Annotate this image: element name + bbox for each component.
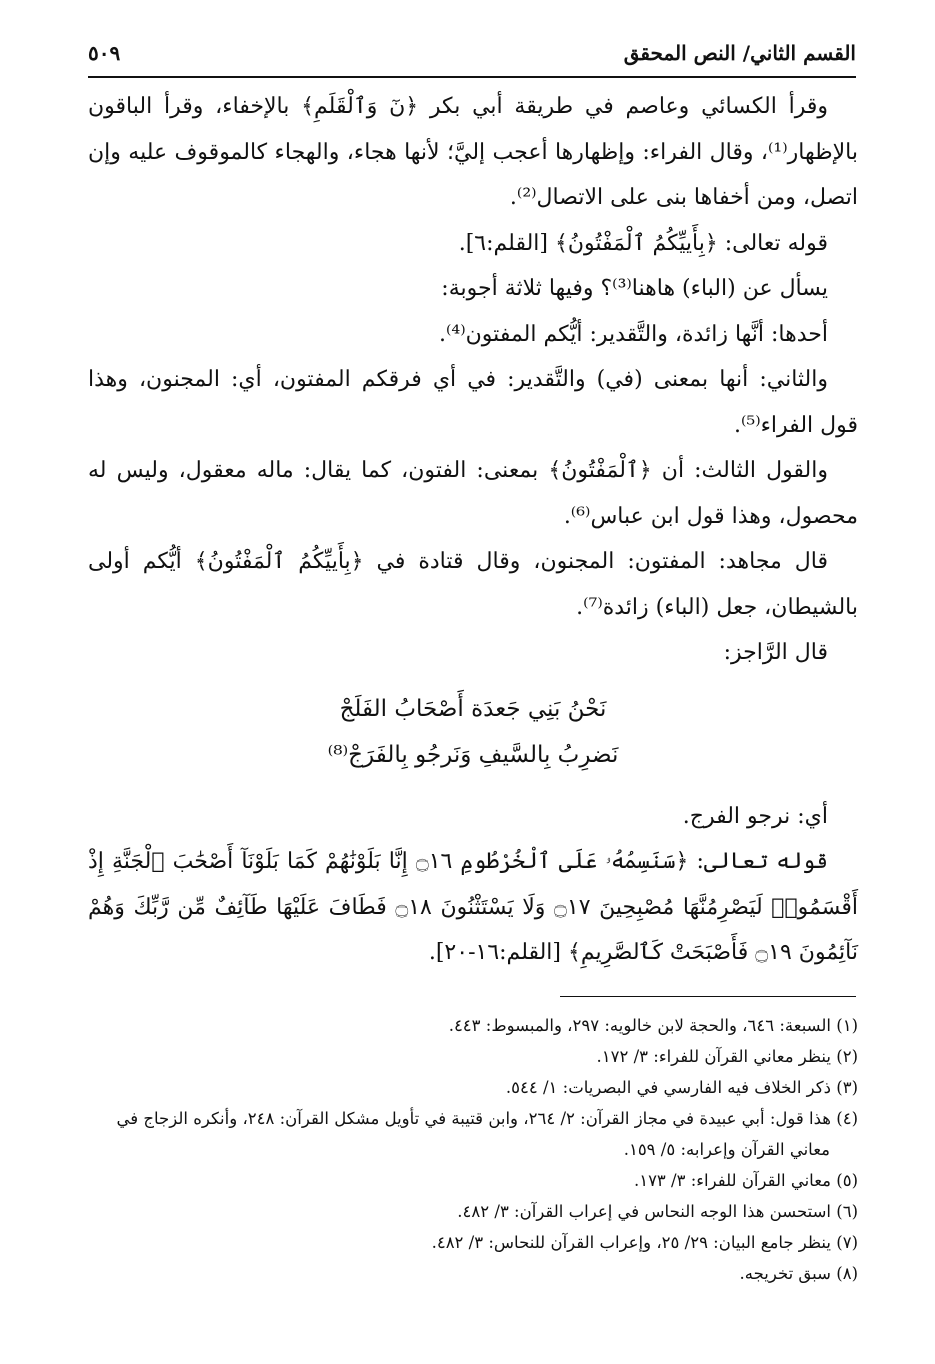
footnote-6: (٦) استحسن هذا الوجه النحاس في إعراب القرآن: ٣/ ٤٨٢. [457,1202,858,1221]
footnote-8: (٨) سبق تخريجه. [739,1264,858,1283]
poetry-block [88,676,858,794]
paragraph-answer-3: والقول الثالث: أن ﴿ٱلْمَفْتُونُ﴾ بمعنى: الفتون، كما يقال: ماله معقول، وليس له محصول، وهذا قول ابن عباس⁽⁶⁾. [88,458,858,529]
footnote-2: (٢) ينظر معاني القرآن للفراء: ٣/ ١٧٢. [596,1047,858,1066]
paragraph-reading-variants: وقرأ الكسائي وعاصم في طريقة أبي بكر ﴿نٓ وَٱلْقَلَمِ﴾ بالإخفاء، وقرأ الباقون بالإظهار⁽¹⁾، وقال الفراء: وإظهارها أعجب إليَّ؛ لأنها هجاء، والهجاء كالموقوف عليه وإن اتصل، ومن أخفاها بنى على الاتصال⁽²⁾. [88,94,858,210]
header-rule [88,76,856,78]
footnote-rule [560,996,856,997]
poetry-line-1: نَحْنُ بَنِي جَعدَة أَصْحَابُ الفَلَجْ [339,695,607,722]
paragraph-question: يسأل عن (الباء) هاهنا⁽³⁾؟ وفيها ثلاثة أجوبة: [441,276,828,301]
poetry-line-2: نَضرِبُ بِالسَّيفِ وَنَرجُو بِالفَرَجْ⁽⁸⁾ [327,741,619,768]
paragraph-meaning: أي: نرجو الفرج. [682,803,828,829]
page-header [88,36,856,70]
footnote-7: (٧) ينظر جامع البيان: ٢٩/ ٢٥، وإعراب القرآن للنحاس: ٣/ ٤٨٢. [431,1233,858,1252]
paragraph-poet-intro: قال الرَّاجز: [723,640,828,665]
page-number: ٥٠٩ [88,41,121,65]
running-title: القسم الثاني/ النص المحقق [623,41,856,65]
paragraph-answer-2: والثاني: أنها بمعنى (في) والتَّقدير: في أي فرقكم المفتون، أي: المجنون، وهذا قول الفراء⁽⁵⁾. [88,367,858,438]
paragraph-answer-1: أحدها: أنَّها زائدة، والتَّقدير: أيُّكم المفتون⁽⁴⁾. [439,321,828,347]
paragraph-verse-6: قوله تعالى: ﴿بِأَييِّكُمُ ٱلْمَفْتُونُ﴾ [القلم:٦]. [458,230,828,256]
main-text [88,84,858,964]
footnote-4-continued: معاني القرآن وإعرابه: ٥/ ١٥٩. [623,1140,830,1159]
footnote-3: (٣) ذكر الخلاف فيه الفارسي في البصريات: ١/ ٥٤٤. [505,1078,858,1097]
footnotes [88,1010,858,1300]
paragraph-mujahid: قال مجاهد: المفتون: المجنون، وقال قتادة في ﴿بِأَييِّكُمُ ٱلْمَفْتُونُ﴾ أيُّكم أولى بالشيطان، جعل (الباء) زائدة⁽⁷⁾. [88,549,858,620]
footnote-1: (١) السبعة: ٦٤٦، والحجة لابن خالويه: ٢٩٧، والمبسوط: ٤٤٣. [448,1016,858,1035]
footnote-4: (٤) هذا قول: أبي عبيدة في مجاز القرآن: ٢/ ٢٦٤، وابن قتيبة في تأويل مشكل القرآن: ٢٤٨، وأنكره الزجاج في [116,1109,858,1128]
paragraph-verses-16-20: قوله تعالى: ﴿سَنَسِمُهُۥ عَلَى ٱلْخُرْطُومِ ۝١٦ إِنَّا بَلَوْنَٰهُمْ كَمَا بَلَوْنَآ أَصْحَٰبَ ٱلْجَنَّةِ إِذْ أَقْسَمُوا۟ لَيَصْرِمُنَّهَا مُصْبِحِينَ ۝١٧ وَلَا يَسْتَثْنُونَ ۝١٨ فَطَافَ عَلَيْهَا طَآئِفٌ مِّن رَّبِّكَ وَهُمْ نَآئِمُونَ ۝١٩ فَأَصْبَحَتْ كَٱلصَّرِيمِ﴾ [القلم:١٦-٢٠]. [88,849,859,965]
footnote-5: (٥) معاني القرآن للفراء: ٣/ ١٧٣. [633,1171,858,1190]
